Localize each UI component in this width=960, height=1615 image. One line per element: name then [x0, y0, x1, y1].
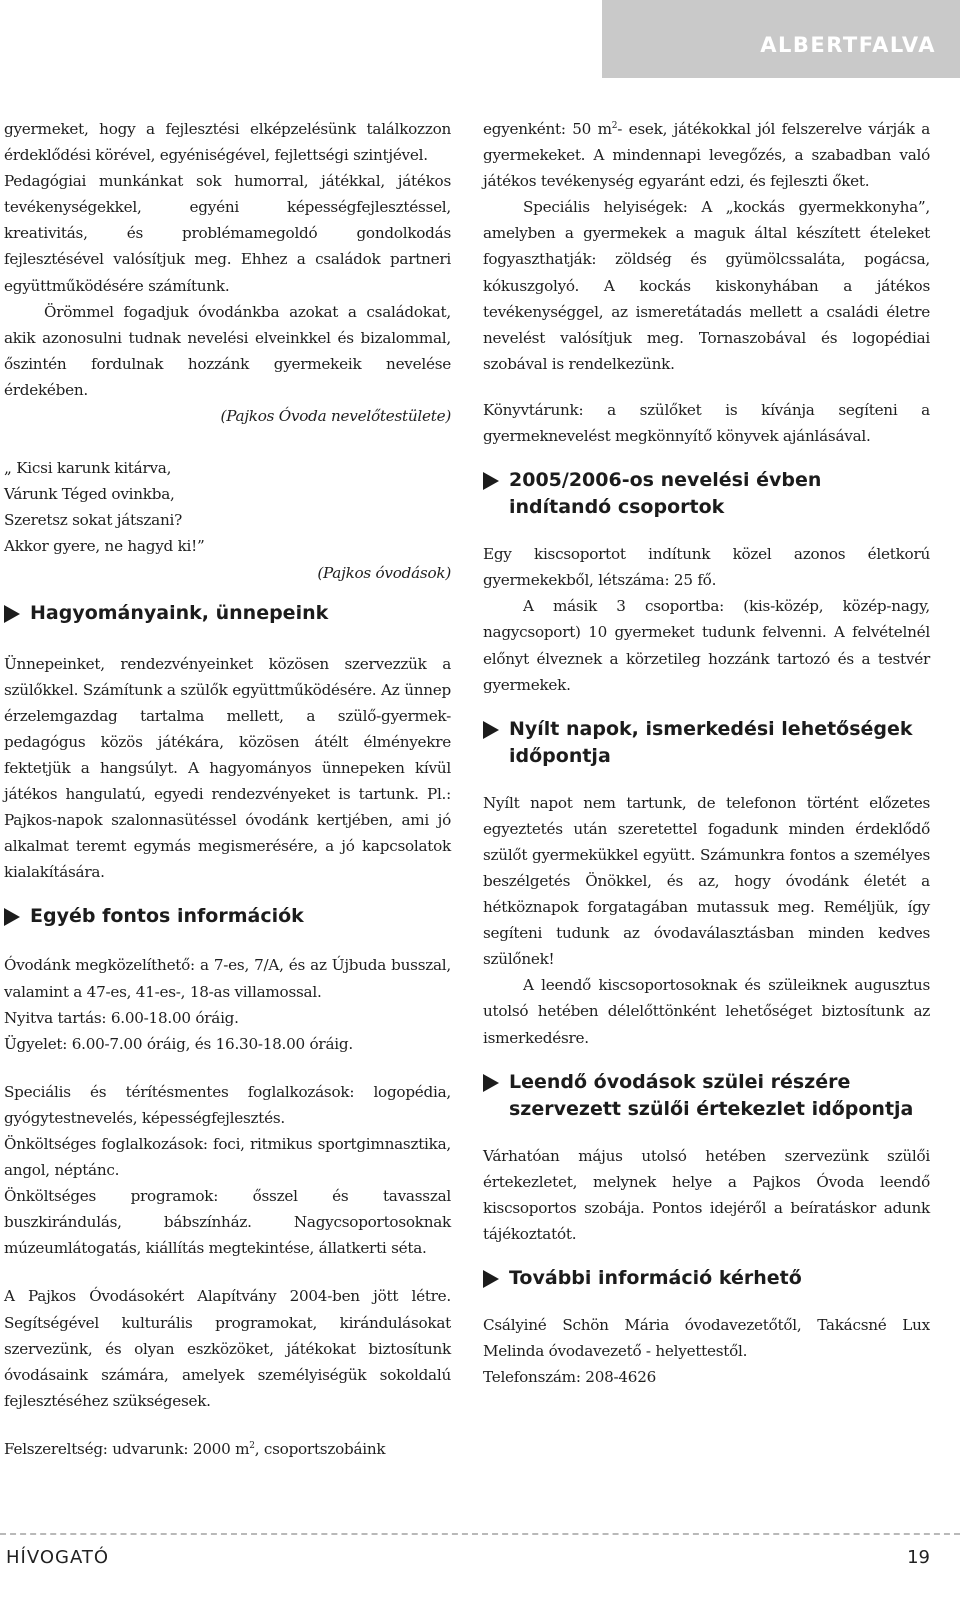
heading-text: További információ kérhető	[509, 1267, 802, 1289]
superscript: 2	[249, 1440, 255, 1451]
footer-divider	[0, 1533, 960, 1535]
superscript: 2	[611, 120, 618, 131]
paragraph: A Pajkos Óvodásokért Alapítvány 2004-ben jött létre. Segítségével kulturális programokat, kirándulásokat szervezünk, és olyan eszközöket, játékokat biztosítunk óvodásaink számára, amelyek személyiségük sokoldalú fejlesztéséhez szükségesek.	[4, 1287, 451, 1410]
text-run: , csoportszobáink	[254, 1439, 386, 1458]
poem-line: Várunk Téged ovinkba,	[4, 485, 175, 504]
triangle-bullet-icon	[483, 1074, 499, 1092]
paragraph: Önköltséges foglalkozások: foci, ritmikus sportgimnasztika, angol, néptánc.	[4, 1135, 451, 1180]
section-title: ALBERTFALVA	[760, 33, 936, 57]
heading-text: Nyílt napok, ismerkedési lehetőségek időpontja	[509, 717, 913, 767]
heading-text: Hagyományaink, ünnepeink	[30, 601, 329, 624]
paragraph	[4, 1436, 451, 1462]
paragraph: Egy kiscsoportot indítunk közel azonos életkorú gyermekekből, létszáma: 25 fő.	[483, 545, 930, 590]
paragraph: A másik 3 csoportba: (kis-közép, közép-nagy, nagycsoport) 10 gyermeket tudunk felvenni. A felvételnél előnyt élveznek a körzetileg hozzánk tartozó és a testvér gyermekek.	[483, 597, 930, 694]
triangle-bullet-icon	[4, 908, 20, 926]
poem-line: Szeretsz sokat játszani?	[4, 511, 182, 530]
footer-publication: HÍVOGATÓ	[6, 1547, 110, 1568]
signature: (Pajkos óvodások)	[317, 563, 451, 582]
poem-line: Akkor gyere, ne hagyd ki!”	[4, 537, 205, 556]
section-heading	[483, 1265, 930, 1292]
section-heading	[483, 467, 930, 521]
paragraph: Önköltséges programok: ősszel és tavasszal buszkirándulás, bábszínház. Nagycsoportosoknak múzeumlátogatás, kiállítás megtekintése, állatkerti séta.	[4, 1187, 451, 1258]
page-number: 19	[907, 1547, 930, 1568]
paragraph: Speciális helyiségek: A „kockás gyermekkonyha”, amelyben a gyermekek a maguk által készített ételeket fogyaszthatják: zöldség és gyümölcssaláta, pogácsa, kókuszgolyó. A kockás kiskonyhában a játékos tevékenységgel, az ismeretátadás mellett a családi életre nevelést valósítjuk meg. Tornaszobával és logopédiai szobával is rendelkezünk.	[483, 198, 930, 373]
paragraph: Könyvtárunk: a szülőket is kívánja segíteni a gyermeknevelést megkönnyítő könyvek ajánlásával.	[483, 400, 930, 446]
text-run: - esek, játékokkal jól felszerelve várják a gyermekeket. A mindennapi levegőzés, a szabadban való játékos tevékenység egyaránt edzi, és fejleszti őket.	[483, 120, 931, 191]
text-run: egyenként: 50 m	[483, 120, 612, 138]
heading-text: 2005/2006-os nevelési évben indítandó csoportok	[509, 469, 822, 519]
section-heading	[483, 716, 930, 770]
paragraph: Ügyelet: 6.00-7.00 óráig, és 16.30-18.00 óráig.	[4, 1034, 353, 1053]
heading-text: Egyéb fontos információk	[30, 905, 304, 928]
paragraph: Csályiné Schön Mária óvodavezetőtől, Takácsné Lux Melinda óvodavezető - helyettestől.	[483, 1316, 930, 1361]
paragraph: Speciális és térítésmentes foglalkozások: logopédia, gyógytestnevelés, képességfejlesztés.	[4, 1082, 451, 1127]
paragraph: gyermeket, hogy a fejlesztési elképzelésünk találkozzon érdeklődési körével, egyéniségével, fejlettségi szintjével.	[4, 120, 451, 165]
section-heading	[483, 1069, 930, 1123]
paragraph: Örömmel fogadjuk óvodánkba azokat a családokat, akik azonosulni tudnak nevelési elveinkkel és bizalommal, őszintén fordulnak hozzánk gyermekeik nevelése érdekében.	[4, 302, 451, 399]
paragraph: A leendő kiscsoportosoknak és szüleiknek augusztus utolsó hetében délelőttönként lehetőséget biztosítunk az ismerkedésre.	[483, 976, 930, 1047]
section-heading	[4, 600, 451, 627]
signature: (Pajkos Óvoda nevelőtestülete)	[220, 407, 451, 426]
text-run: Felszereltség: udvarunk: 2000 m	[4, 1439, 250, 1458]
heading-text: Leendő óvodások szülei részére szervezett szülői értekezlet időpontja	[509, 1070, 914, 1120]
paragraph: Ünnepeinket, rendezvényeinket közösen szervezzük a szülőkkel. Számítunk a szülők együttműködésére. Az ünnep érzelemgazdag tartalma mellett, a szülő-gyermek- pedagógus közös játékára, közösen átélt élményekre fektetjük a hangsúlyt. A hagyományos ünnepeken kívül játékos hangulatú, egyedi rendezvényeket is tartunk. Pl.: Pajkos-napok szalonnasütéssel óvodánk kertjében, ami jó alkalmat teremt egymás megismerésére, a jó kapcsolatok kialakítására.	[4, 654, 451, 882]
triangle-bullet-icon	[483, 1270, 499, 1288]
triangle-bullet-icon	[483, 472, 499, 490]
paragraph: Óvodánk megközelíthető: a 7-es, 7/A, és az Újbuda busszal, valamint a 47-es, 41-es-, 18-as villamossal.	[4, 956, 451, 1001]
poem	[4, 455, 451, 559]
paragraph: Pedagógiai munkánkat sok humorral, játékkal, játékos tevékenységekkel, egyéni képességfejlesztéssel, kreativitás, és problémamegoldó gondolkodás fejlesztésével valósítjuk meg. Ehhez a családok partneri együttműködésére számítunk.	[4, 172, 451, 295]
triangle-bullet-icon	[483, 721, 499, 739]
triangle-bullet-icon	[4, 605, 20, 623]
poem-line: „ Kicsi karunk kitárva,	[4, 459, 172, 478]
paragraph: Várhatóan május utolsó hetében szervezünk szülői értekezletet, melynek helye a Pajkos Óvoda leendő kiscsoportos szobája. Pontos idejéről a beíratáskor adunk tájékoztatót.	[483, 1146, 930, 1243]
paragraph	[483, 116, 930, 194]
paragraph: Nyílt napot nem tartunk, de telefonon történt előzetes egyeztetés után szeretettel fogadunk minden érdeklődő szülőt gyermekükkel együtt. Számunkra fontos a személyes beszélgetés Önökkel, és az, hogy óvodánk életét a hétköznapok forgatagában mutassuk meg. Reméljük, így segíteni tudunk az óvodaválasztásban minden kedves szülőnek!	[483, 793, 930, 969]
right-column	[483, 116, 930, 1390]
left-column	[4, 116, 451, 1462]
paragraph: Telefonszám: 208-4626	[483, 1368, 657, 1387]
section-header	[602, 0, 960, 78]
paragraph: Nyitva tartás: 6.00-18.00 óráig.	[4, 1008, 239, 1027]
section-heading	[4, 903, 451, 930]
